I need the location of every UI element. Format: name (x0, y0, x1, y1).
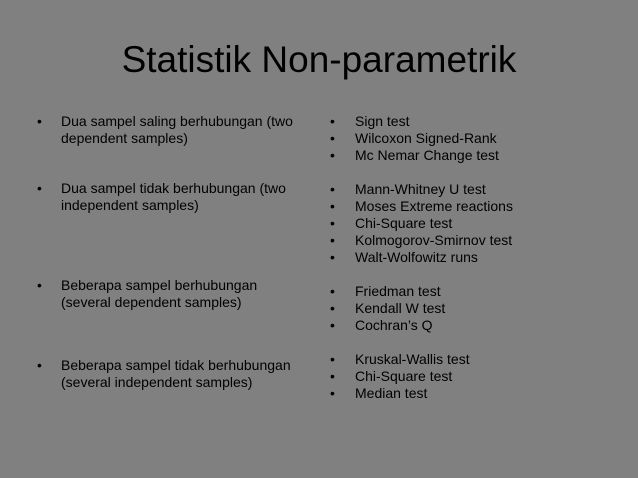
right-item-text: Wilcoxon Signed-Rank (355, 130, 497, 146)
left-item-text: Beberapa sampel tidak berhubungan (several independent samples) (61, 357, 291, 390)
bullet-icon: • (330, 130, 335, 146)
right-item-text: Kolmogorov-Smirnov test (355, 232, 513, 248)
bullet-icon: • (330, 300, 335, 316)
right-item-text: Median test (355, 385, 428, 401)
bullet-icon: • (330, 368, 335, 384)
bullet-icon: • (37, 180, 42, 196)
right-item-text: Friedman test (355, 283, 441, 299)
right-item-text: Kruskal-Wallis test (355, 351, 470, 367)
bullet-icon: • (330, 181, 335, 197)
right-item-text: Mc Nemar Change test (355, 147, 499, 163)
bullet-icon: • (330, 147, 335, 163)
bullet-icon: • (330, 283, 335, 299)
bullet-icon: • (330, 113, 335, 129)
right-item-text: Cochran’s Q (355, 317, 433, 333)
bullet-icon: • (330, 351, 335, 367)
bullet-icon: • (37, 277, 42, 293)
right-item-text: Kendall W test (355, 300, 446, 316)
bullet-icon: • (330, 385, 335, 401)
right-item-text: Walt-Wolfowitz runs (355, 249, 478, 265)
bullet-icon: • (37, 113, 42, 129)
bullet-icon: • (330, 249, 335, 265)
bullet-icon: • (330, 215, 335, 231)
right-item-text: Moses Extreme reactions (355, 198, 513, 214)
left-item-text: Dua sampel tidak berhubungan (two independent samples) (61, 180, 286, 213)
right-item-text: Chi-Square test (355, 368, 453, 384)
right-item-text: Mann-Whitney U test (355, 181, 486, 197)
left-item-text: Dua sampel saling berhubungan (two dependent samples) (61, 113, 293, 146)
bullet-icon: • (37, 357, 42, 373)
left-item-text: Beberapa sampel berhubungan (several dependent samples) (61, 277, 258, 310)
bullet-icon: • (330, 232, 335, 248)
slide-title: Statistik Non-parametrik (121, 39, 517, 80)
right-item-text: Chi-Square test (355, 215, 453, 231)
bullet-icon: • (330, 317, 335, 333)
bullet-icon: • (330, 198, 335, 214)
right-item-text: Sign test (355, 113, 410, 129)
